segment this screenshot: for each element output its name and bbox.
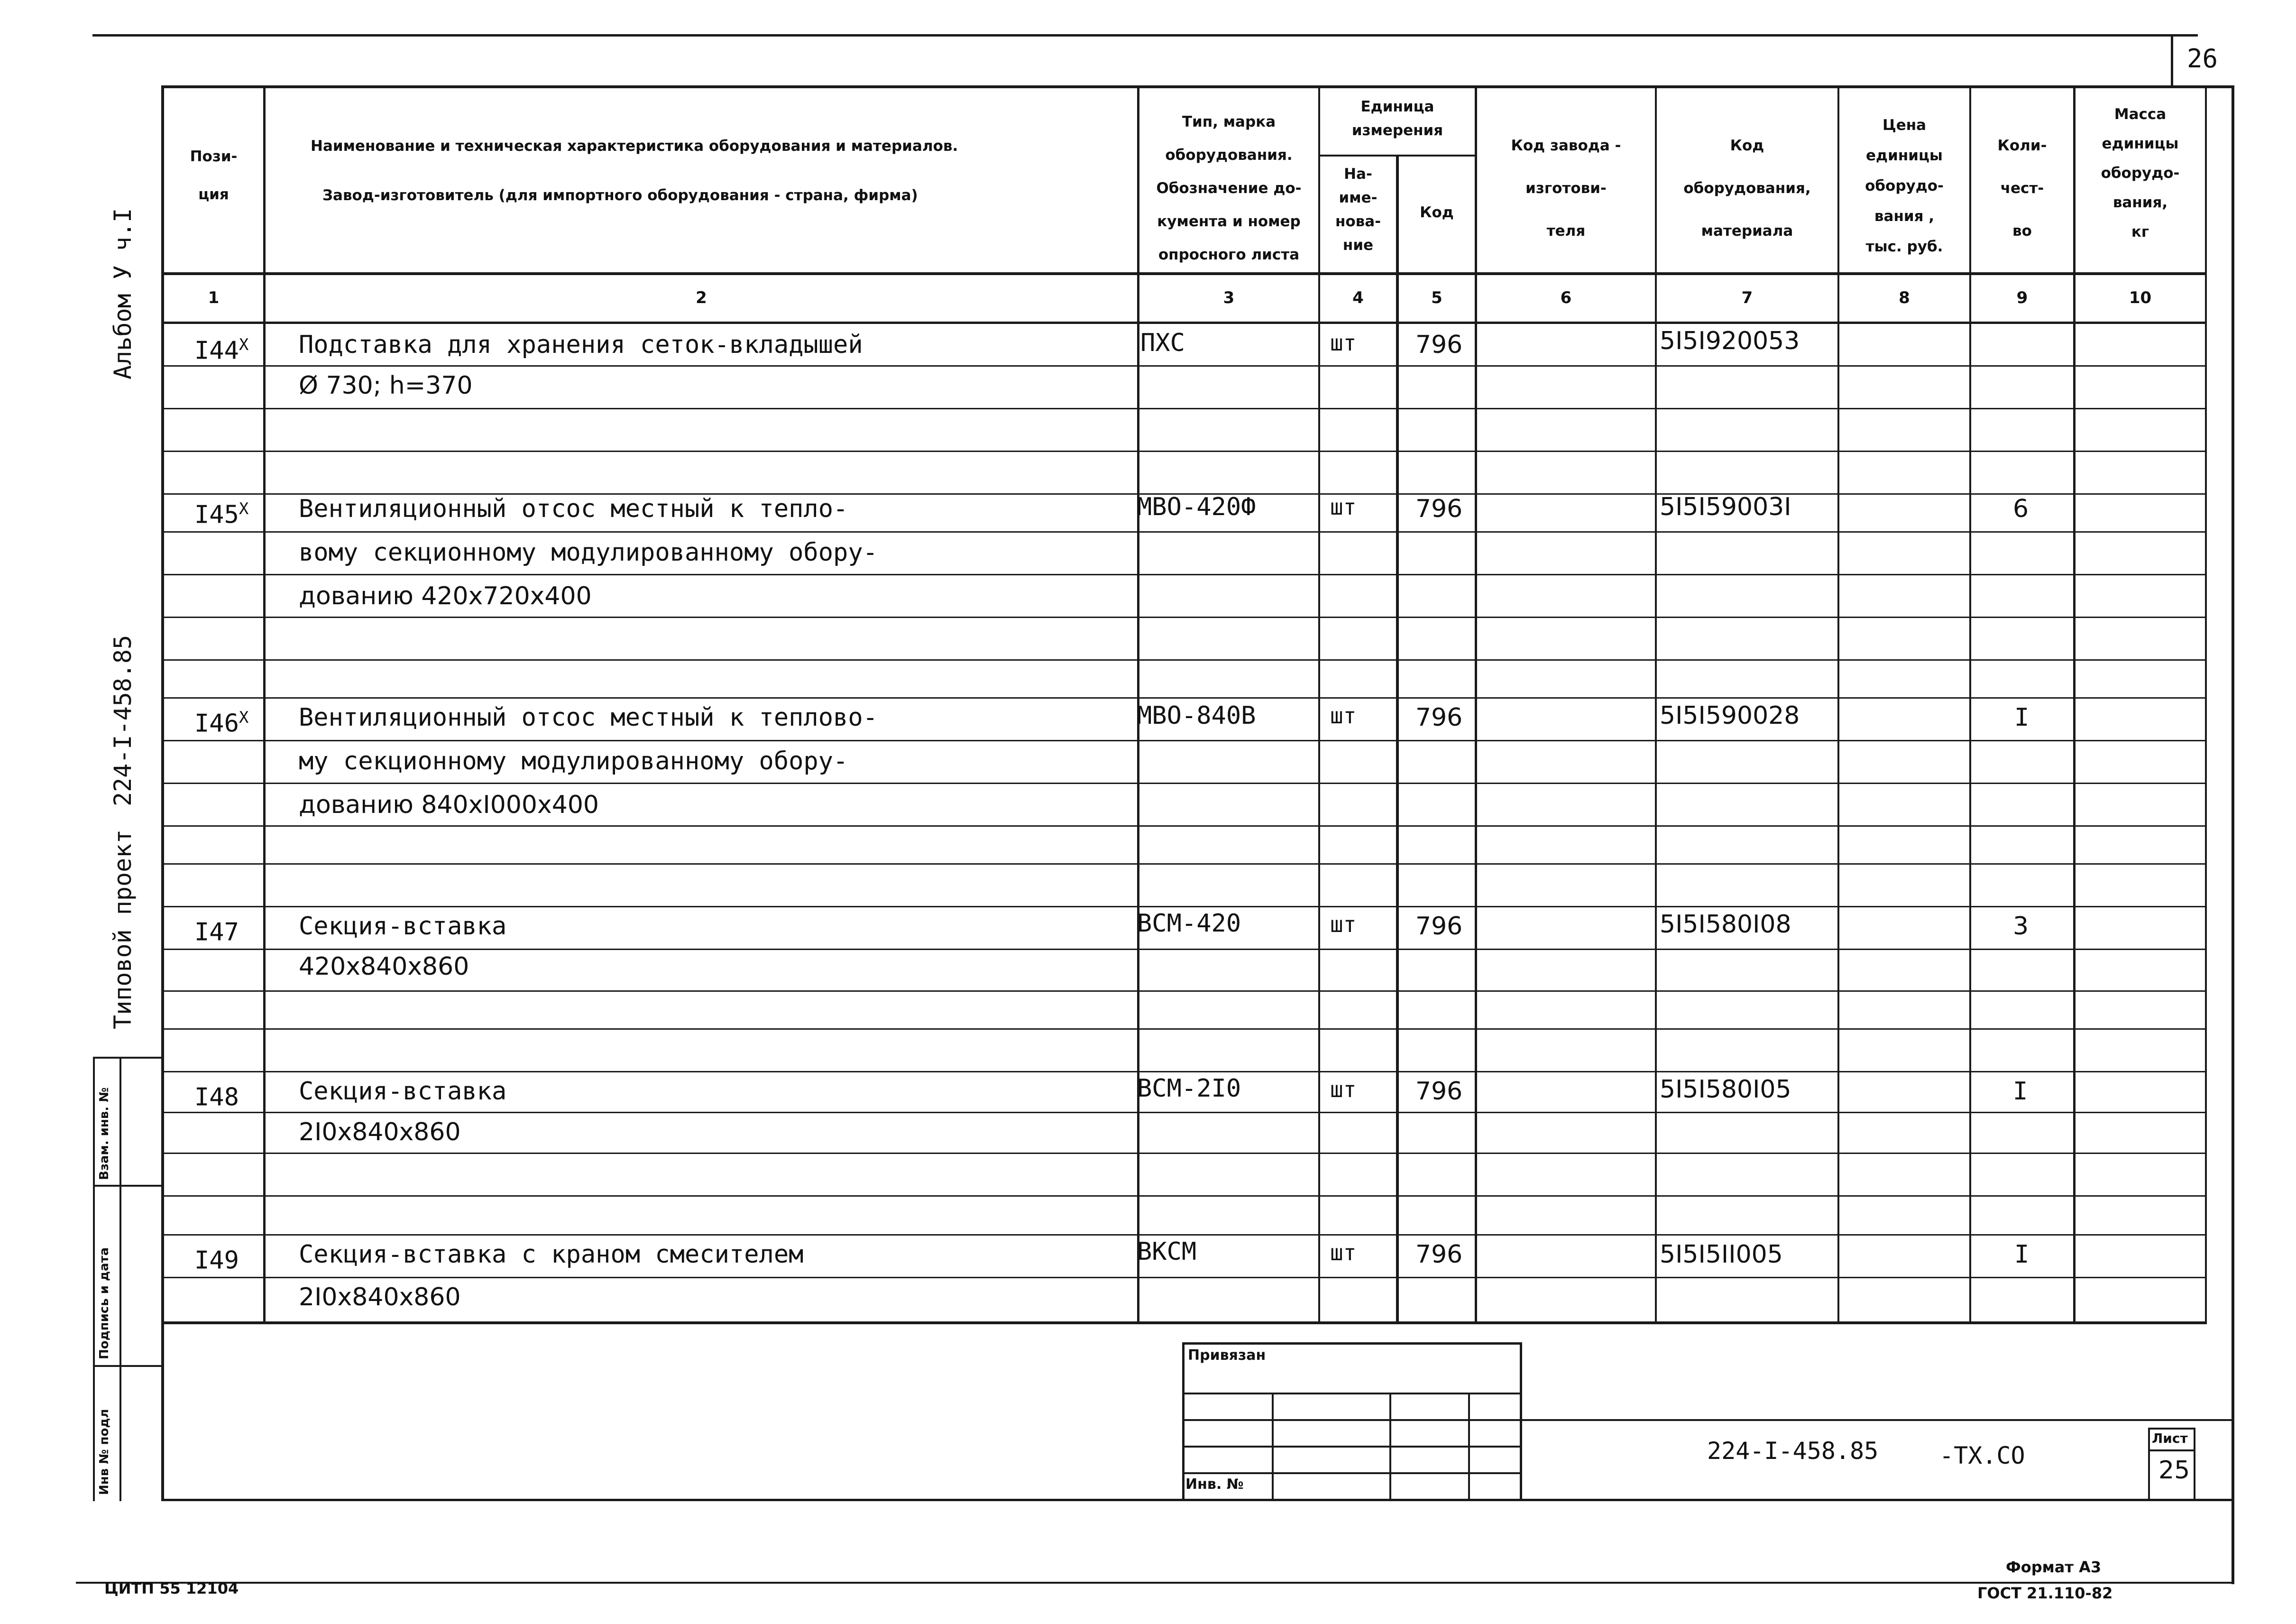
- tb-sheet-label: Лист: [2152, 1430, 2188, 1446]
- column-number: 1: [208, 288, 220, 307]
- position-cell: $I44^X$: [194, 335, 249, 365]
- table-bottom: [161, 1321, 2207, 1324]
- stamp-inv-sub: Взам. инв. №: [97, 1087, 111, 1180]
- row-divider: [164, 949, 2207, 950]
- unit-code-cell: 796: [1415, 331, 1463, 359]
- row-divider: [164, 1028, 2207, 1030]
- name-line: 2I0x840x860: [299, 1118, 461, 1146]
- column-number: 10: [2129, 288, 2152, 307]
- sheet-number-box-left: [2171, 34, 2173, 86]
- unit-name-cell: шт: [1330, 330, 1357, 356]
- tb-doc-suffix: -ТХ.СО: [1939, 1442, 2025, 1469]
- unit-code-cell: 796: [1415, 912, 1463, 941]
- tb-line2: [1182, 1419, 1522, 1421]
- quantity-cell: 3: [2013, 912, 2029, 941]
- name-line: Ø 730; h=370: [299, 371, 473, 400]
- name-line: Подставка для хранения сеток-вкладышей: [299, 331, 863, 359]
- equipment-code-cell: 5I5I580I05: [1660, 1075, 1791, 1104]
- name-line: вому секционному модулированному обору-: [299, 538, 878, 567]
- tb-doc-top: [1522, 1419, 2234, 1421]
- row-divider: [164, 574, 2207, 575]
- frame-bottom: [161, 1499, 2234, 1501]
- name-line: дованию 840xI000x400: [299, 791, 599, 819]
- quantity-cell: 6: [2013, 495, 2029, 523]
- tb-line3: [1182, 1446, 1522, 1448]
- header-equipment-code: Код оборудования, материала: [1683, 137, 1811, 240]
- header-name-line2: Завод-изготовитель (для импортного оборудования - страна, фирма): [322, 187, 918, 204]
- row-divider: [164, 990, 2207, 992]
- row-divider: [164, 1277, 2207, 1278]
- equipment-code-cell: 5I5I580I08: [1660, 910, 1791, 939]
- position-cell: I49: [194, 1246, 239, 1275]
- sheet-box-top: [2148, 1428, 2195, 1430]
- frame-right: [2232, 85, 2234, 1584]
- header-position: Пози- ция: [190, 148, 238, 203]
- name-line: дованию 420x720x400: [299, 582, 592, 610]
- side-project-code: 224-I-458.85: [109, 635, 137, 806]
- quantity-cell: I: [2013, 1077, 2028, 1106]
- col-line-3: [1318, 85, 1320, 1323]
- col-line-5: [1475, 85, 1477, 1323]
- header-price: Цена единицы оборудо- вания , тыс. руб.: [1865, 117, 1944, 255]
- tb-top: [1182, 1342, 1522, 1345]
- name-line: Вентиляционный отсос местный к теплово-: [299, 703, 878, 732]
- name-line: Секция-вставка: [299, 1077, 507, 1106]
- col-line-9: [2073, 85, 2076, 1323]
- footer-left-code: ЦИТП 55 12104: [104, 1579, 239, 1597]
- row-divider: [164, 863, 2207, 865]
- tb-col3: [1468, 1393, 1470, 1501]
- unit-code-cell: 796: [1415, 1077, 1463, 1106]
- unit-name-cell: шт: [1330, 1240, 1357, 1265]
- row-divider: [164, 783, 2207, 784]
- unit-name-cell: шт: [1330, 703, 1357, 729]
- name-line: Секция-вставка: [299, 912, 507, 941]
- header-unit: Единица измерения: [1351, 98, 1443, 139]
- tb-line4: [1182, 1472, 1522, 1474]
- type-cell: МВО-840В: [1137, 701, 1256, 730]
- stamp-inv-orig: Инв № подл: [97, 1409, 111, 1495]
- row-divider: [164, 617, 2207, 618]
- stamp-strip-top: [93, 1057, 164, 1059]
- tb-line1: [1182, 1393, 1522, 1394]
- sheet-box-right: [2194, 1428, 2195, 1501]
- column-number: 4: [1352, 288, 1364, 307]
- name-line: му секционному модулированному обору-: [299, 747, 848, 775]
- header-factory-code: Код завода - изготови- теля: [1511, 137, 1621, 240]
- col-line-6: [1655, 85, 1657, 1323]
- column-number: 3: [1223, 288, 1235, 307]
- column-number: 5: [1431, 288, 1442, 307]
- tb-sheet-value: 25: [2158, 1456, 2190, 1485]
- unit-code-cell: 796: [1415, 1240, 1463, 1269]
- col-line-8: [1969, 85, 1971, 1323]
- stamp-strip-mid: [119, 1057, 121, 1501]
- type-cell: МВО-420Ф: [1137, 493, 1256, 521]
- equipment-code-cell: 5I5I5II005: [1660, 1240, 1783, 1269]
- header-quantity: Коли- чест- во: [1997, 137, 2047, 240]
- row-divider: [164, 1112, 2207, 1113]
- footer-format: Формат А3: [2006, 1558, 2102, 1576]
- tb-col1: [1272, 1393, 1274, 1501]
- header-unit-code: Код: [1420, 204, 1454, 221]
- tb-left: [1182, 1342, 1185, 1501]
- header-unit-name: На- име- нова- ние: [1335, 166, 1381, 254]
- quantity-cell: I: [2014, 703, 2030, 732]
- unit-code-cell: 796: [1415, 495, 1463, 523]
- stamp-sign-date: Подпись и дата: [97, 1247, 111, 1359]
- col-line-7: [1837, 85, 1839, 1323]
- top-border-line: [92, 34, 2198, 37]
- tb-doc-code: 224-I-458.85: [1707, 1437, 1879, 1465]
- row-divider: [164, 1153, 2207, 1154]
- row-divider: [164, 408, 2207, 409]
- equipment-code-cell: 5I5I590028: [1660, 701, 1800, 730]
- type-cell: ПХС: [1140, 329, 1185, 357]
- stamp-strip-left: [93, 1057, 95, 1501]
- position-cell: $I45^X$: [194, 499, 249, 529]
- row-divider: [164, 451, 2207, 452]
- position-cell: I47: [194, 918, 239, 947]
- row-divider: [164, 659, 2207, 661]
- top-sheet-number: 26: [2187, 44, 2218, 74]
- header-name-line1: Наименование и техническая характеристика оборудования и материалов.: [311, 138, 958, 155]
- column-number: 2: [696, 288, 707, 307]
- name-line: 2I0x840x860: [299, 1283, 461, 1311]
- column-number: 9: [2016, 288, 2028, 307]
- column-number: 8: [1899, 288, 1910, 307]
- column-number: 6: [1560, 288, 1572, 307]
- equipment-code-cell: 5I5I920053: [1660, 327, 1800, 355]
- unit-name-cell: шт: [1330, 912, 1357, 937]
- side-album-label: Альбом У ч.I: [109, 208, 137, 379]
- row-divider: [164, 1195, 2207, 1197]
- stamp-strip-div2: [93, 1365, 164, 1367]
- quantity-cell: I: [2014, 1240, 2030, 1269]
- side-project-type: Типовой проект: [109, 829, 137, 1029]
- unit-code-cell: 796: [1415, 703, 1463, 732]
- row-divider: [164, 825, 2207, 827]
- tb-bound-label: Привязан: [1188, 1347, 1266, 1364]
- name-line: Секция-вставка с краном смесителем: [299, 1240, 804, 1269]
- stamp-strip-div1: [93, 1185, 164, 1187]
- type-cell: ВСМ-2I0: [1137, 1074, 1241, 1103]
- header-type-mark: Тип, марка оборудования. Обозначение до- кумента и номер опросного листа: [1156, 113, 1302, 263]
- sheet-box-mid: [2148, 1449, 2195, 1451]
- tb-right: [1520, 1342, 1522, 1501]
- unit-name-cell: шт: [1330, 1077, 1357, 1102]
- col-line-10: [2205, 85, 2207, 1323]
- outer-bottom-line: [76, 1582, 2234, 1584]
- type-cell: ВКСМ: [1137, 1237, 1197, 1266]
- col-line-1: [263, 85, 266, 1323]
- position-cell: I48: [194, 1083, 239, 1112]
- footer-gost: ГОСТ 21.110-82: [1977, 1584, 2113, 1602]
- type-cell: ВСМ-420: [1137, 909, 1241, 938]
- tb-inv-label: Инв. №: [1185, 1476, 1244, 1493]
- name-line: 420x840x860: [299, 952, 469, 981]
- column-number: 7: [1741, 288, 1753, 307]
- name-line: Вентиляционный отсос местный к тепло-: [299, 495, 848, 523]
- frame-top: [161, 85, 2234, 88]
- col-line-4: [1396, 155, 1399, 1323]
- header-mass: Масса единицы оборудо- вания, кг: [2101, 106, 2180, 240]
- unit-name-cell: шт: [1330, 494, 1357, 520]
- sheet-box-left: [2148, 1428, 2150, 1501]
- tb-col2: [1389, 1393, 1391, 1501]
- equipment-code-cell: 5I5I59003I: [1660, 493, 1791, 521]
- position-cell: $I46^X$: [194, 708, 249, 738]
